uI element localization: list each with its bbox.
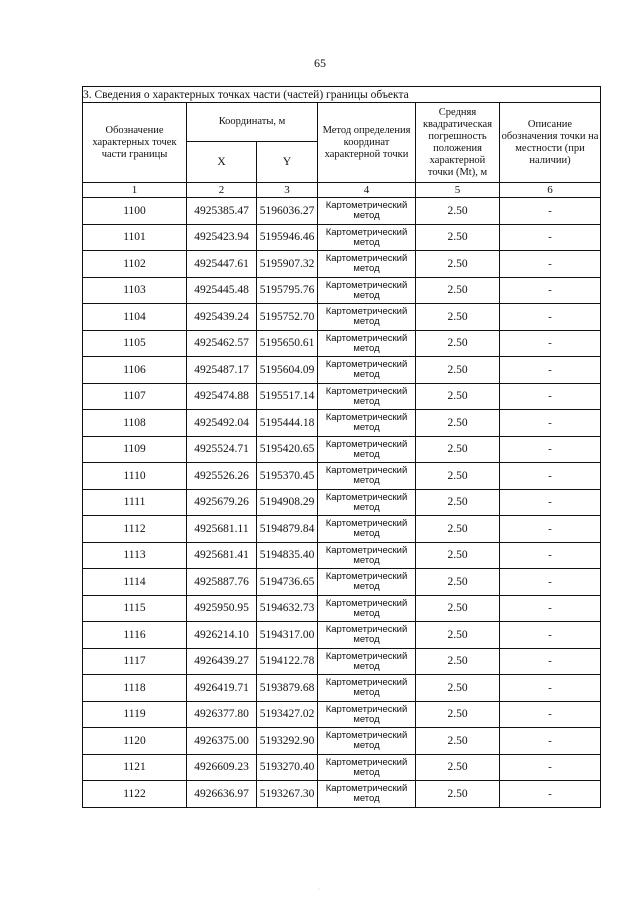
point-number-cell: 1110 xyxy=(83,463,187,490)
description-cell: - xyxy=(500,463,601,490)
description-cell: - xyxy=(500,516,601,543)
table-row xyxy=(83,198,601,225)
y-coordinate-cell: 5193270.40 xyxy=(257,754,318,781)
error-cell: 2.50 xyxy=(416,622,500,649)
point-number-cell: 1109 xyxy=(83,436,187,463)
method-cell: Картометрический метод xyxy=(318,330,416,357)
error-cell: 2.50 xyxy=(416,701,500,728)
x-coordinate-cell: 4925524.71 xyxy=(187,436,257,463)
table-row xyxy=(83,410,601,437)
method-cell: Картометрический метод xyxy=(318,198,416,225)
x-coordinate-cell: 4926439.27 xyxy=(187,648,257,675)
error-cell: 2.50 xyxy=(416,304,500,331)
table-row xyxy=(83,648,601,675)
error-cell: 2.50 xyxy=(416,675,500,702)
column-number: 3 xyxy=(257,183,318,198)
table-row xyxy=(83,754,601,781)
table-header xyxy=(83,87,601,198)
y-coordinate-cell: 5196036.27 xyxy=(257,198,318,225)
y-coordinate-cell: 5195752.70 xyxy=(257,304,318,331)
table-row xyxy=(83,675,601,702)
x-coordinate-cell: 4926375.00 xyxy=(187,728,257,755)
table-row xyxy=(83,542,601,569)
error-cell: 2.50 xyxy=(416,648,500,675)
description-cell: - xyxy=(500,277,601,304)
point-number-cell: 1122 xyxy=(83,781,187,808)
x-coordinate-cell: 4925462.57 xyxy=(187,330,257,357)
description-cell: - xyxy=(500,357,601,384)
y-coordinate-cell: 5193292.90 xyxy=(257,728,318,755)
description-cell: - xyxy=(500,251,601,278)
error-cell: 2.50 xyxy=(416,410,500,437)
table-row xyxy=(83,781,601,808)
description-cell: - xyxy=(500,489,601,516)
y-coordinate-cell: 5195517.14 xyxy=(257,383,318,410)
y-coordinate-cell: 5195907.32 xyxy=(257,251,318,278)
header-description: Описание обозначения точки на местности (при наличии) xyxy=(500,103,601,183)
y-coordinate-cell: 5195444.18 xyxy=(257,410,318,437)
x-coordinate-cell: 4925887.76 xyxy=(187,569,257,596)
table-body xyxy=(83,198,601,808)
column-number: 5 xyxy=(416,183,500,198)
point-number-cell: 1102 xyxy=(83,251,187,278)
point-number-cell: 1121 xyxy=(83,754,187,781)
x-coordinate-cell: 4926419.71 xyxy=(187,675,257,702)
error-cell: 2.50 xyxy=(416,516,500,543)
y-coordinate-cell: 5195795.76 xyxy=(257,277,318,304)
point-number-cell: 1104 xyxy=(83,304,187,331)
x-coordinate-cell: 4926636.97 xyxy=(187,781,257,808)
table-row xyxy=(83,701,601,728)
x-coordinate-cell: 4925447.61 xyxy=(187,251,257,278)
description-cell: - xyxy=(500,595,601,622)
method-cell: Картометрический метод xyxy=(318,622,416,649)
point-number-cell: 1108 xyxy=(83,410,187,437)
method-cell: Картометрический метод xyxy=(318,754,416,781)
y-coordinate-cell: 5194879.84 xyxy=(257,516,318,543)
description-cell: - xyxy=(500,436,601,463)
description-cell: - xyxy=(500,648,601,675)
description-cell: - xyxy=(500,728,601,755)
header-x: X xyxy=(187,142,257,183)
method-cell: Картометрический метод xyxy=(318,489,416,516)
point-number-cell: 1118 xyxy=(83,675,187,702)
y-coordinate-cell: 5195370.45 xyxy=(257,463,318,490)
table-row xyxy=(83,277,601,304)
description-cell: - xyxy=(500,304,601,331)
error-cell: 2.50 xyxy=(416,595,500,622)
y-coordinate-cell: 5194122.78 xyxy=(257,648,318,675)
x-coordinate-cell: 4925439.24 xyxy=(187,304,257,331)
method-cell: Картометрический метод xyxy=(318,410,416,437)
error-cell: 2.50 xyxy=(416,728,500,755)
page-number: 65 xyxy=(314,56,326,70)
point-number-cell: 1105 xyxy=(83,330,187,357)
table-row xyxy=(83,251,601,278)
column-number: 1 xyxy=(83,183,187,198)
method-cell: Картометрический метод xyxy=(318,277,416,304)
method-cell: Картометрический метод xyxy=(318,595,416,622)
error-cell: 2.50 xyxy=(416,357,500,384)
point-number-cell: 1113 xyxy=(83,542,187,569)
error-cell: 2.50 xyxy=(416,277,500,304)
y-coordinate-cell: 5193267.30 xyxy=(257,781,318,808)
point-number-cell: 1103 xyxy=(83,277,187,304)
description-cell: - xyxy=(500,569,601,596)
error-cell: 2.50 xyxy=(416,224,500,251)
table-row xyxy=(83,224,601,251)
method-cell: Картометрический метод xyxy=(318,383,416,410)
description-cell: - xyxy=(500,701,601,728)
point-number-cell: 1117 xyxy=(83,648,187,675)
point-number-cell: 1114 xyxy=(83,569,187,596)
method-cell: Картометрический метод xyxy=(318,569,416,596)
point-number-cell: 1116 xyxy=(83,622,187,649)
error-cell: 2.50 xyxy=(416,542,500,569)
y-coordinate-cell: 5194632.73 xyxy=(257,595,318,622)
boundary-points-table xyxy=(82,86,601,808)
table-caption: 3. Сведения о характерных точках части (частей) границы объекта xyxy=(83,87,601,103)
description-cell: - xyxy=(500,330,601,357)
table-row xyxy=(83,330,601,357)
method-cell: Картометрический метод xyxy=(318,728,416,755)
point-number-cell: 1107 xyxy=(83,383,187,410)
point-number-cell: 1106 xyxy=(83,357,187,384)
table-row xyxy=(83,516,601,543)
error-cell: 2.50 xyxy=(416,330,500,357)
x-coordinate-cell: 4925487.17 xyxy=(187,357,257,384)
y-coordinate-cell: 5195604.09 xyxy=(257,357,318,384)
table-row xyxy=(83,383,601,410)
header-method: Метод определения координат характерной точки xyxy=(318,103,416,183)
point-number-cell: 1101 xyxy=(83,224,187,251)
error-cell: 2.50 xyxy=(416,489,500,516)
method-cell: Картометрический метод xyxy=(318,224,416,251)
error-cell: 2.50 xyxy=(416,251,500,278)
x-coordinate-cell: 4925526.26 xyxy=(187,463,257,490)
x-coordinate-cell: 4926214.10 xyxy=(187,622,257,649)
y-coordinate-cell: 5193879.68 xyxy=(257,675,318,702)
point-number-cell: 1119 xyxy=(83,701,187,728)
method-cell: Картометрический метод xyxy=(318,781,416,808)
y-coordinate-cell: 5194908.29 xyxy=(257,489,318,516)
y-coordinate-cell: 5194835.40 xyxy=(257,542,318,569)
description-cell: - xyxy=(500,781,601,808)
description-cell: - xyxy=(500,198,601,225)
header-designation: Обозначение характерных точек части границы xyxy=(83,103,187,183)
x-coordinate-cell: 4926377.80 xyxy=(187,701,257,728)
table-row xyxy=(83,728,601,755)
x-coordinate-cell: 4925681.41 xyxy=(187,542,257,569)
header-error: Средняя квадратическая погрешность положения характерной точки (Mt), м xyxy=(416,103,500,183)
header-coordinates: Координаты, м xyxy=(187,103,318,142)
table-row xyxy=(83,304,601,331)
description-cell: - xyxy=(500,410,601,437)
y-coordinate-cell: 5195946.46 xyxy=(257,224,318,251)
point-number-cell: 1115 xyxy=(83,595,187,622)
table-row xyxy=(83,436,601,463)
header-y: Y xyxy=(257,142,318,183)
point-number-cell: 1111 xyxy=(83,489,187,516)
table-row xyxy=(83,569,601,596)
x-coordinate-cell: 4925681.11 xyxy=(187,516,257,543)
point-number-cell: 1120 xyxy=(83,728,187,755)
y-coordinate-cell: 5195420.65 xyxy=(257,436,318,463)
table-row xyxy=(83,357,601,384)
scan-mark: · xyxy=(318,887,320,893)
error-cell: 2.50 xyxy=(416,781,500,808)
error-cell: 2.50 xyxy=(416,754,500,781)
column-number: 4 xyxy=(318,183,416,198)
y-coordinate-cell: 5194317.00 xyxy=(257,622,318,649)
x-coordinate-cell: 4925474.88 xyxy=(187,383,257,410)
point-number-cell: 1100 xyxy=(83,198,187,225)
method-cell: Картометрический метод xyxy=(318,675,416,702)
method-cell: Картометрический метод xyxy=(318,542,416,569)
table-row xyxy=(83,595,601,622)
point-number-cell: 1112 xyxy=(83,516,187,543)
method-cell: Картометрический метод xyxy=(318,648,416,675)
description-cell: - xyxy=(500,542,601,569)
x-coordinate-cell: 4925445.48 xyxy=(187,277,257,304)
description-cell: - xyxy=(500,675,601,702)
y-coordinate-cell: 5194736.65 xyxy=(257,569,318,596)
x-coordinate-cell: 4925385.47 xyxy=(187,198,257,225)
description-cell: - xyxy=(500,383,601,410)
x-coordinate-cell: 4925679.26 xyxy=(187,489,257,516)
y-coordinate-cell: 5195650.61 xyxy=(257,330,318,357)
method-cell: Картометрический метод xyxy=(318,436,416,463)
x-coordinate-cell: 4926609.23 xyxy=(187,754,257,781)
x-coordinate-cell: 4925423.94 xyxy=(187,224,257,251)
table-row xyxy=(83,622,601,649)
table-row xyxy=(83,489,601,516)
error-cell: 2.50 xyxy=(416,198,500,225)
error-cell: 2.50 xyxy=(416,383,500,410)
method-cell: Картометрический метод xyxy=(318,304,416,331)
method-cell: Картометрический метод xyxy=(318,516,416,543)
table-row xyxy=(83,463,601,490)
error-cell: 2.50 xyxy=(416,436,500,463)
error-cell: 2.50 xyxy=(416,463,500,490)
column-number: 2 xyxy=(187,183,257,198)
x-coordinate-cell: 4925492.04 xyxy=(187,410,257,437)
description-cell: - xyxy=(500,754,601,781)
method-cell: Картометрический метод xyxy=(318,251,416,278)
y-coordinate-cell: 5193427.02 xyxy=(257,701,318,728)
description-cell: - xyxy=(500,622,601,649)
error-cell: 2.50 xyxy=(416,569,500,596)
column-number: 6 xyxy=(500,183,601,198)
method-cell: Картометрический метод xyxy=(318,463,416,490)
method-cell: Картометрический метод xyxy=(318,701,416,728)
description-cell: - xyxy=(500,224,601,251)
x-coordinate-cell: 4925950.95 xyxy=(187,595,257,622)
method-cell: Картометрический метод xyxy=(318,357,416,384)
